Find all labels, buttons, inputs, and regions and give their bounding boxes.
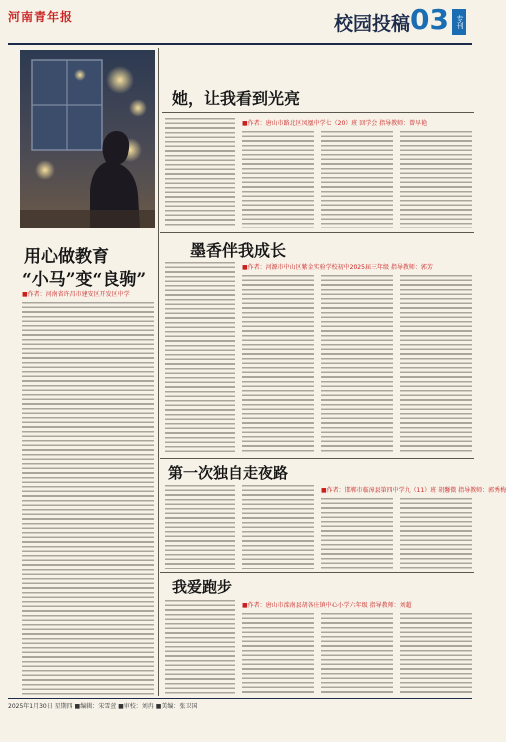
article-5-body-text [321, 613, 393, 695]
section-title: 校园投稿 [334, 13, 411, 35]
article-1-body-text [165, 118, 235, 228]
article-5-body-text [400, 613, 472, 695]
article-4-headline: 第一次独自走夜路 [168, 464, 289, 482]
photo-illustration [20, 50, 155, 228]
article-2-body-text [22, 302, 154, 695]
article-photo [20, 50, 155, 228]
page-number: 03 [410, 3, 449, 36]
article-4-body-text [400, 498, 472, 569]
article-5-byline: ■作者：唐山市滦南县胡各庄镇中心小学六年级 指导教师：刘超 [242, 602, 412, 609]
article-1-rule [162, 112, 474, 113]
article-1-body-text [242, 131, 314, 228]
article-3-body-text [400, 275, 472, 454]
article-2-byline: ■作者：河南省许昌市建安区开发区中学 [22, 291, 130, 298]
article-1-body-text [321, 131, 393, 228]
article-1-headline: 她，让我看到光亮 [172, 89, 301, 108]
article-3-body-text [321, 275, 393, 454]
footer-info: 2025年1月30日 星期四 ■编辑：宋雪萱 ■审校：刘冉 ■美编：张卫国 [8, 703, 198, 710]
article-4-body-text [242, 485, 314, 569]
article-4-byline: ■作者：邯郸市临漳县第四中学九（11）班 胡馨微 指导教师：郭秀梅 [321, 487, 506, 494]
article-5-body-text [165, 600, 235, 695]
article-2-headline-line2: “小马”变“良驹” [22, 270, 147, 290]
article-4-body-text [321, 498, 393, 569]
column-divider [158, 48, 159, 696]
header-rule [8, 43, 472, 45]
article-3-byline: ■作者：河源市中山区紫金实验学校初中2025届三年级 指导教师：郭芳 [242, 264, 433, 271]
article-1-byline: ■作者：唐山市路北区凤凰中学七（20）班 回学会 指导教师：曾早艳 [242, 120, 428, 127]
article-3-body-text [165, 262, 235, 454]
masthead-name: 河南青年报 [8, 10, 74, 24]
article-2-headline-line1: 用心做教育 [24, 247, 109, 267]
article-separator [160, 572, 474, 573]
article-1-body-text [400, 131, 472, 228]
article-3-body-text [242, 275, 314, 454]
article-4-body-text [165, 485, 235, 569]
article-separator [160, 232, 474, 233]
article-separator [160, 458, 474, 459]
page-tag: 专刊 [452, 9, 466, 35]
footer-rule [8, 698, 472, 699]
article-3-headline: 墨香伴我成长 [190, 241, 287, 260]
article-5-headline: 我爱跑步 [172, 578, 233, 596]
article-5-body-text [242, 613, 314, 695]
